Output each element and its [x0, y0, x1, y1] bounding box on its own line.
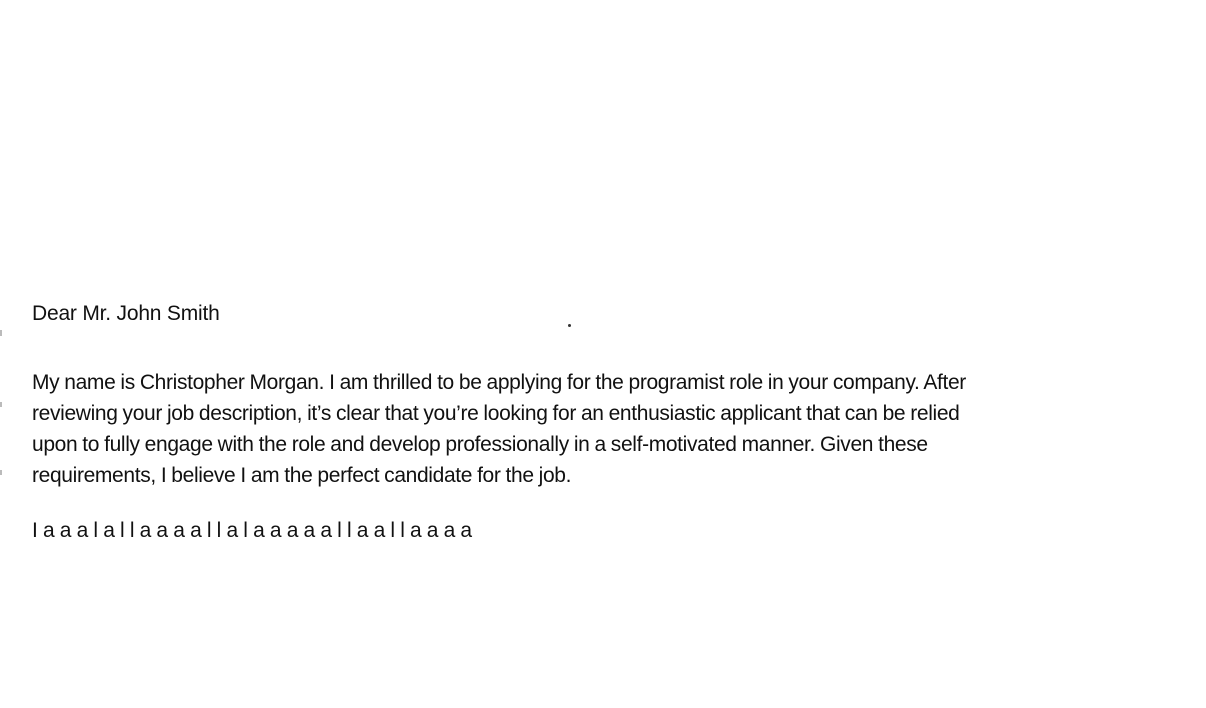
- text-cursor-icon: [567, 323, 572, 328]
- paragraph-line: reviewing your job description, it’s clear that you’re looking for an enthusiastic applicant that can be relied: [32, 402, 960, 425]
- salutation-text: Dear Mr. John Smith: [32, 302, 220, 325]
- cropped-text-fragment: I a a a l a l l a a a a l l a l a a a a a l l a a l l a a a a: [32, 519, 472, 542]
- paragraph-line: upon to fully engage with the role and develop professionally in a self-motivated manner. Given these: [32, 433, 928, 456]
- salutation-line: [32, 302, 432, 331]
- page-edge-mark: [0, 470, 2, 475]
- page-edge-mark: [0, 402, 2, 407]
- cropped-next-paragraph: [32, 519, 1152, 542]
- paragraph-line: requirements, I believe I am the perfect candidate for the job.: [32, 464, 572, 487]
- paragraph-line: My name is Christopher Morgan. I am thrilled to be applying for the programist role in your company. After: [32, 371, 966, 394]
- letter-paragraph: [32, 367, 1182, 491]
- page-edge-mark: [0, 330, 2, 336]
